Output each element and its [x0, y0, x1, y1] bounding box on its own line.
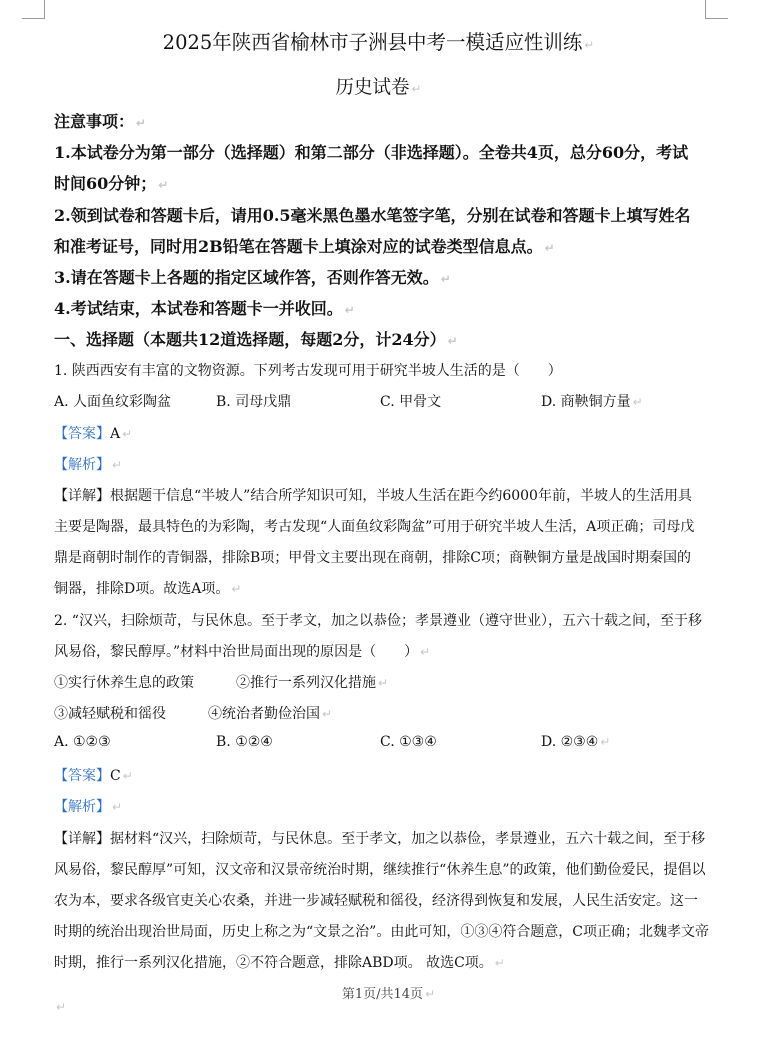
q1-option-c: C. 甲骨文	[380, 394, 442, 410]
notice-line: 和准考证号，同时用2B铅笔在答题卡上填涂对应的试卷类型信息点。 ↵	[54, 237, 555, 256]
q1-option-d: D. 商鞅铜方量 ↵	[541, 394, 643, 410]
q1-detail-line: 铜器，排除D项。故选A项。 ↵	[54, 581, 242, 597]
notice-line: 4.考试结束，本试卷和答题卡一并收回。 ↵	[54, 299, 355, 318]
question-2-stem: 风易俗，黎民醇厚。”材料中治世局面出现的原因是（ ） ↵	[54, 644, 431, 660]
q2-detail-line: 农为本，要求各级官吏关心农桑，并进一步减轻赋税和徭役，经济得到恢复和发展，人民生活安定。这一	[54, 893, 698, 909]
q2-option-c: C. ①③④	[380, 734, 437, 750]
question-1-stem: 1. 陕西西安有丰富的文物资源。下列考古发现可用于研究半坡人生活的是（ ）	[54, 363, 562, 379]
q1-detail-line: 主要是陶器，最具特色的为彩陶，考古发现“人面鱼纹彩陶盆”可用于研究半坡人生活，A项正确；司母戊	[54, 519, 695, 535]
crop-mark-top-right	[705, 0, 728, 19]
page-footer: 第1页/共14页 ↵	[341, 987, 436, 1002]
q2-option-a: A. ①②③	[54, 734, 111, 750]
q1-answer: 【答案】A ↵	[54, 426, 133, 442]
notice-heading: 注意事项： ↵	[54, 112, 147, 131]
q2-choice-2: ②推行一系列汉化措施 ↵	[236, 675, 389, 691]
page-title: 2025年陕西省榆林市子洲县中考一模适应性训练 ↵	[162, 30, 595, 54]
q2-choice-3: ③减轻赋税和徭役	[54, 706, 166, 722]
q1-detail-line: 【详解】根据题干信息“半坡人”结合所学知识可知，半坡人生活在距今约6000年前，半坡人的生活用具	[54, 488, 692, 504]
q2-detail-line: 时期，推行一系列汉化措施，②不符合题意，排除ABD项。 故选C项。 ↵	[54, 955, 505, 971]
q2-detail-line: 时期的统治出现治世局面，历史上称之为“文景之治”。由此可知，①③④符合题意，C项正确；北魏孝文帝	[54, 924, 710, 940]
notice-line: 1.本试卷分为第一部分（选择题）和第二部分（非选择题）。全卷共4页，总分60分，考试	[54, 143, 689, 162]
notice-line: 时间60分钟； ↵	[54, 174, 169, 193]
notice-line: 2.领到试卷和答题卡后，请用0.5毫米黑色墨水笔签字笔，分别在试卷和答题卡上填写姓名	[54, 206, 691, 225]
q2-option-b: B. ①②④	[216, 734, 273, 750]
q2-option-d: D. ②③④ ↵	[541, 734, 611, 750]
question-2-stem: 2. “汉兴，扫除烦苛，与民休息。至于孝文，加之以恭俭；孝景遵业（遵守世业），五六十载之间，至于移	[54, 613, 702, 629]
crop-mark-top-left	[22, 0, 45, 19]
q1-option-b: B. 司母戊鼎	[216, 394, 292, 410]
q2-analysis-label: 【解析】 ↵	[54, 799, 123, 815]
q1-detail-line: 鼎是商朝时制作的青铜器，排除B项；甲骨文主要出现在商朝，排除C项；商鞅铜方量是战国时期秦国的	[54, 550, 691, 566]
q1-analysis-label: 【解析】 ↵	[54, 457, 123, 473]
q2-detail-line: 风易俗，黎民醇厚”可知，汉文帝和汉景帝统治时期，继续推行“休养生息”的政策，他们勤俭爱民，提倡以	[54, 862, 706, 878]
section-heading: 一、选择题（本题共12道选择题，每题2分，计24分） ↵	[54, 330, 458, 349]
q2-choice-1: ①实行休养生息的政策	[54, 675, 194, 691]
q2-detail-line: 【详解】据材料“汉兴，扫除烦苛，与民休息。至于孝文，加之以恭俭，孝景遵业，五六十载之间，至于移	[54, 831, 706, 847]
q1-option-a: A. 人面鱼纹彩陶盆	[54, 394, 172, 410]
page-subtitle: 历史试卷 ↵	[335, 76, 422, 98]
notice-line: 3.请在答题卡上各题的指定区域作答，否则作答无效。 ↵	[54, 268, 451, 287]
paragraph-mark: ↵	[56, 1000, 67, 1014]
q2-choice-4: ④统治者勤俭治国 ↵	[208, 706, 333, 722]
q2-answer: 【答案】C ↵	[54, 768, 133, 784]
